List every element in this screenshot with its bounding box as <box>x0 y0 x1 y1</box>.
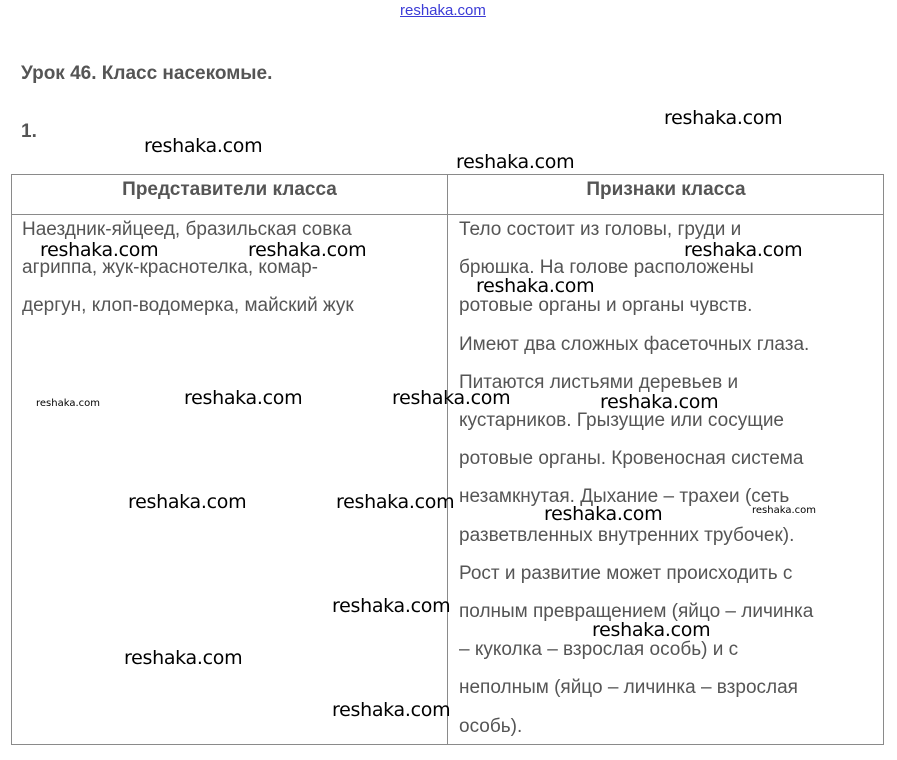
text-line: кустарников. Грызущие или сосущие <box>459 410 785 432</box>
watermark: reshaka.com <box>248 239 367 261</box>
watermark: reshaka.com <box>40 239 159 261</box>
watermark: reshaka.com <box>36 398 100 409</box>
text-line: агриппа, жук-краснотелка, комар- <box>22 257 319 279</box>
text-line: Тело состоит из головы, груди и <box>459 219 742 240</box>
table-column-divider <box>447 175 448 744</box>
text-line: Питаются листьями деревьев и <box>459 371 739 393</box>
text-line: дергун, клоп-водомерка, майский жук <box>22 295 354 317</box>
text-line: Имеют два сложных фасеточных глаза. <box>459 333 810 355</box>
watermark: reshaka.com <box>144 135 263 157</box>
text-line: полным превращением (яйцо – личинка <box>459 601 814 623</box>
header-representatives: Представители класса <box>122 179 337 200</box>
task-number: 1. <box>21 121 37 142</box>
watermark: reshaka.com <box>684 239 803 261</box>
text-line: – куколка – взрослая особь) и с <box>459 639 739 661</box>
text-line: ротовые органы. Кровеносная система <box>459 448 804 470</box>
header-features: Признаки класса <box>586 179 746 200</box>
text-line: Рост и развитие может происходить с <box>459 562 793 584</box>
watermark: reshaka.com <box>664 107 783 129</box>
representatives-cell <box>22 211 442 326</box>
text-line: разветвленных внутренних трубочек). <box>459 524 795 546</box>
watermark: reshaka.com <box>392 387 511 409</box>
watermark: reshaka.com <box>592 619 711 641</box>
text-line: особь). <box>459 715 523 737</box>
watermark: reshaka.com <box>476 275 595 297</box>
watermark: reshaka.com <box>336 491 455 513</box>
watermark: reshaka.com <box>456 151 575 173</box>
watermark: reshaka.com <box>600 391 719 413</box>
watermark: reshaka.com <box>544 503 663 525</box>
text-line: брюшка. На голове расположены <box>459 257 754 279</box>
watermark: reshaka.com <box>332 595 451 617</box>
text-line: Наездник-яйцеед, бразильская совка <box>22 219 352 240</box>
text-line: ротовые органы и органы чувств. <box>459 295 753 317</box>
watermark: reshaka.com <box>128 491 247 513</box>
watermark: reshaka.com <box>184 387 303 409</box>
text-line: неполным (яйцо – личинка – взрослая <box>459 677 798 699</box>
site-link[interactable]: reshaka.com <box>400 2 486 19</box>
watermark: reshaka.com <box>332 699 451 721</box>
watermark: reshaka.com <box>124 647 243 669</box>
watermark: reshaka.com <box>752 505 816 516</box>
text-line: незамкнутая. Дыхание – трахеи (сеть <box>459 486 790 508</box>
page-title: Урок 46. Класс насекомые. <box>21 63 273 84</box>
